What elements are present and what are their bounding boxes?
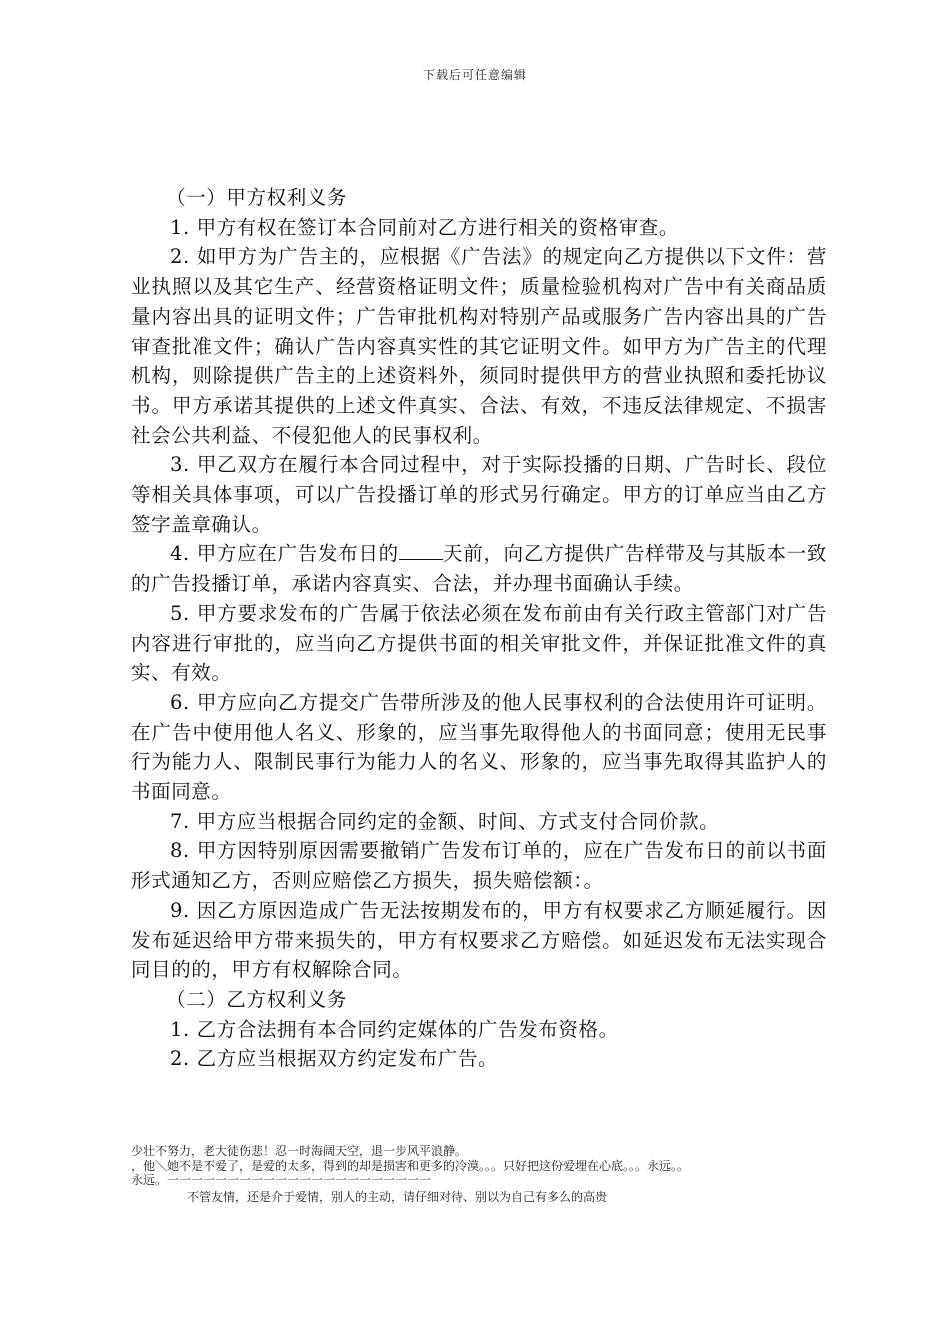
clause-a4-end: 天前，向乙方提供广告样带及与其版本一致的广告投播订单，承诺内容真实、合法，并办理书面确认手续。 xyxy=(131,542,827,596)
blank-days-field xyxy=(399,541,443,560)
clause-a9: 9. 因乙方原因造成广告无法按期发布的，甲方有权要求乙方顺延履行。因发布延迟给甲方带来损失的，甲方有权要求乙方赔偿。如延迟发布无法实现合同目的的，甲方有权解除合同。 xyxy=(131,898,827,982)
clause-a6: 6. 甲方应向乙方提交广告带所涉及的他人民事权利的合法使用许可证明。在广告中使用他人名义、形象的，应当事先取得他人的书面同意；使用无民事行为能力人、限制民事行为能力人的名义、形象的，应当事先取得其监护人的书面同意。 xyxy=(131,690,827,804)
clause-a2: 2. 如甲方为广告主的，应根据《广告法》的规定向乙方提供以下文件：营业执照以及其它生产、经营资格证明文件；质量检验机构对广告中有关商品质量内容出具的证明文件；广告审批机构对特别产品或服务广告内容出具的广告审查批准文件；确认广告内容真实性的其它证明文件。如甲方为广告主的代理机构，则除提供广告主的上述资料外，须同时提供甲方的营业执照和委托协议书。甲方承诺其提供的上述文件真实、合法、有效，不违反法律规定、不损害社会公共利益、不侵犯他人的民事权利。 xyxy=(131,245,827,447)
document-body xyxy=(131,183,827,1074)
clause-a4-start: 4. 甲方应在广告发布日的 xyxy=(170,542,399,566)
clause-a8: 8. 甲方因特别原因需要撤销广告发布订单的，应在广告发布日的前以书面形式通知乙方，否则应赔偿乙方损失，损失赔偿额：。 xyxy=(131,839,827,893)
section-heading-party-b: （二）乙方权利义务 xyxy=(166,987,347,1011)
clause-b2: 2. 乙方应当根据双方约定发布广告。 xyxy=(170,1047,499,1071)
clause-a5: 5. 甲方要求发布的广告属于依法必须在发布前由有关行政主管部门对广告内容进行审批的，应当向乙方提供书面的相关审批文件，并保证批准文件的真实、有效。 xyxy=(131,601,827,685)
footer-line-2: ，他＼她不是不爱了，是爱的太多，得到的却是损害和更多的冷漠。。。只好把这份爱埋在心底。。。永远。。 xyxy=(131,1158,690,1173)
clause-a4 xyxy=(131,539,827,598)
clause-a1: 1. 甲方有权在签订本合同前对乙方进行相关的资格审查。 xyxy=(170,215,680,239)
clause-a3: 3. 甲乙双方在履行本合同过程中，对于实际投播的日期、广告时长、段位等相关具体事项，可以广告投播订单的形式另行确定。甲方的订单应当由乙方签字盖章确认。 xyxy=(131,453,827,536)
section-heading-party-a: （一）甲方权利义务 xyxy=(166,186,347,209)
clause-b1: 1. 乙方合法拥有本合同约定媒体的广告发布资格。 xyxy=(170,1017,619,1041)
clause-a7: 7. 甲方应当根据合同约定的金额、时间、方式支付合同价款。 xyxy=(170,809,720,833)
page-header: 下载后可任意编辑 xyxy=(422,68,527,82)
footer-line-3: 永远。一一一一一一一一一一一一一一一一一一一一一一 xyxy=(131,1173,432,1187)
footer-line-1: 少壮不努力，老大徒伤悲！忍一时海阔天空，退一步风平浪静。 xyxy=(131,1144,468,1158)
footer-line-4: 不管友情，还是介于爱情，别人的主动，请仔细对待、别以为自己有多么的高贵 xyxy=(187,1189,608,1204)
page-footer xyxy=(131,1144,831,1204)
